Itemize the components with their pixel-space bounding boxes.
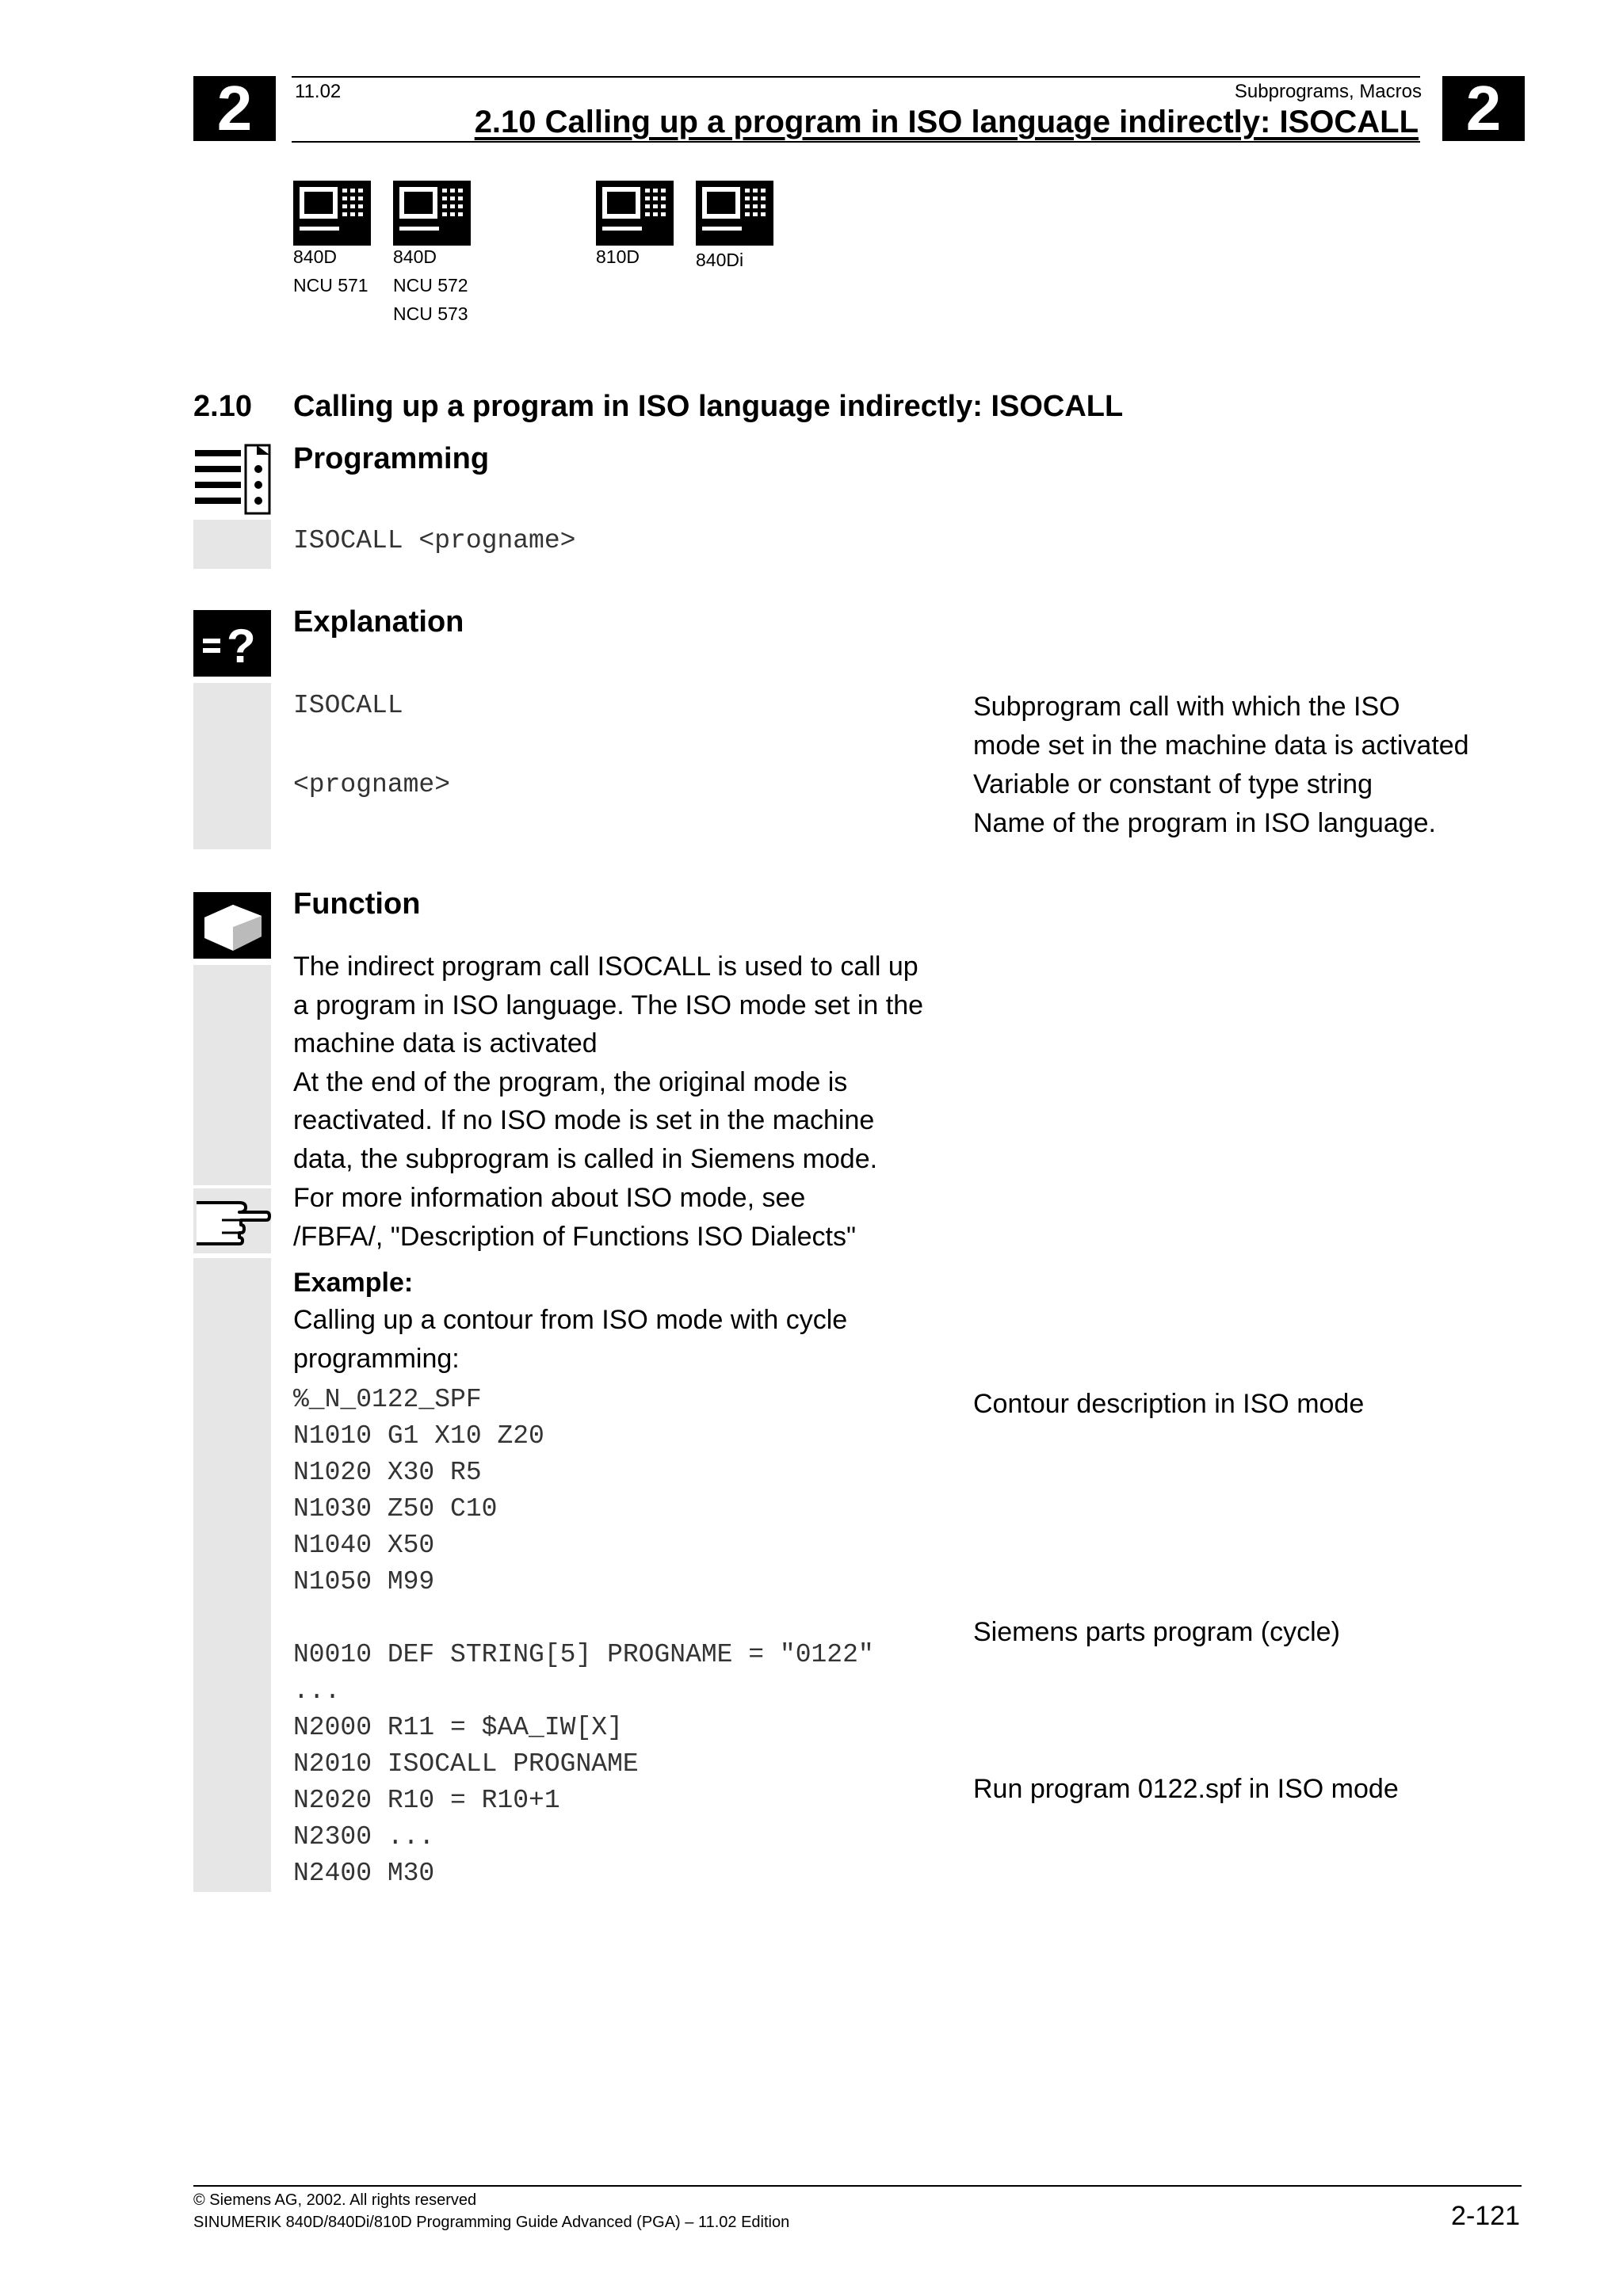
desc-line: Subprogram call with which the ISO (973, 692, 1400, 722)
controller-840di-icon (696, 181, 773, 246)
paragraph-line: reactivated. If no ISO mode is set in the machine (293, 1105, 875, 1136)
function-sidebar-1 (193, 965, 271, 1185)
chapter-box-left: 2 (193, 76, 276, 141)
programming-icon (193, 444, 271, 517)
svg-text:?: ? (227, 620, 256, 673)
footer-rule (193, 2185, 1522, 2187)
controller-label-4 (696, 246, 743, 274)
controller-label-1 (293, 242, 369, 299)
explanation-heading: Explanation (293, 605, 464, 639)
controller-810d-icon (596, 181, 674, 246)
code-line: N2000 R11 = $AA_IW[X] (293, 1713, 623, 1742)
reference-line: For more information about ISO mode, see (293, 1183, 806, 1213)
comment-run: Run program 0122.spf in ISO mode (973, 1774, 1399, 1804)
code-line: N1020 X30 R5 (293, 1458, 482, 1487)
example-intro-line: Calling up a contour from ISO mode with cycle (293, 1305, 848, 1335)
code-line: N0010 DEF STRING[5] PROGNAME = "0122" (293, 1640, 874, 1669)
controller-840d-ncu571-icon (293, 181, 371, 246)
function-reference (293, 1179, 856, 1256)
code-line: N2010 ISOCALL PROGNAME (293, 1749, 639, 1779)
controller-label-3 (596, 242, 640, 271)
explanation-desc-isocall (973, 688, 1469, 765)
comment-contour: Contour description in ISO mode (973, 1389, 1365, 1419)
pointing-hand-icon (193, 1188, 271, 1253)
controller-label-line: 840Di (696, 250, 744, 270)
controller-label-2 (393, 242, 468, 328)
paragraph-line: At the end of the program, the original mode is (293, 1066, 848, 1097)
comment-siemens: Siemens parts program (cycle) (973, 1617, 1340, 1647)
explanation-sidebar (193, 683, 271, 849)
header-top-rule (292, 76, 1420, 78)
code-line: N2400 M30 (293, 1859, 435, 1888)
controller-label-line: 810D (596, 246, 640, 267)
footer-manual: SINUMERIK 840D/840Di/810D Programming Guide Advanced (PGA) – 11.02 Edition (193, 2214, 790, 2231)
controller-840d-ncu572-icon (393, 181, 471, 246)
code-line: ... (293, 1676, 341, 1706)
desc-line: Variable or constant of type string (973, 769, 1373, 799)
section-title: Calling up a program in ISO language indirectly: ISOCALL (293, 390, 1124, 423)
explanation-icon (193, 610, 271, 677)
function-heading: Function (293, 887, 421, 921)
code-line: %_N_0122_SPF (293, 1385, 482, 1414)
header-section-name: Subprograms, Macros (1234, 81, 1422, 102)
paragraph-line: a program in ISO language. The ISO mode set in the (293, 990, 924, 1020)
code-line: N1050 M99 (293, 1567, 435, 1596)
example-intro (293, 1301, 847, 1378)
header-title: 2.10 Calling up a program in ISO language indirectly: ISOCALL (474, 105, 1419, 139)
example-heading: Example: (293, 1268, 414, 1298)
header-version: 11.02 (295, 81, 342, 102)
code-line: N2300 ... (293, 1822, 435, 1852)
explanation-term-progname: <progname> (293, 770, 451, 799)
code-line: N1030 Z50 C10 (293, 1494, 498, 1524)
paragraph-line: machine data is activated (293, 1028, 598, 1059)
controller-label-line: 840D (393, 246, 437, 267)
paragraph-line: data, the subprogram is called in Siemens mode. (293, 1143, 878, 1174)
programming-heading: Programming (293, 442, 490, 475)
reference-line: /FBFA/, "Description of Functions ISO Dialects" (293, 1221, 857, 1252)
code-line: N2020 R10 = R10+1 (293, 1786, 560, 1815)
controller-label-line: NCU 571 (293, 275, 369, 296)
programming-syntax: ISOCALL <progname> (293, 526, 576, 555)
explanation-term-isocall: ISOCALL (293, 691, 403, 720)
desc-line: mode set in the machine data is activated (973, 730, 1469, 761)
header-bottom-rule (292, 141, 1420, 143)
desc-line: Name of the program in ISO language. (973, 808, 1436, 838)
section-number: 2.10 (193, 390, 252, 423)
code-line: N1010 G1 X10 Z20 (293, 1421, 544, 1451)
footer-copyright: © Siemens AG, 2002. All rights reserved (193, 2191, 477, 2209)
function-icon (193, 892, 271, 959)
paragraph-line: The indirect program call ISOCALL is used to call up (293, 952, 918, 982)
example-intro-line: programming: (293, 1343, 460, 1374)
controller-label-line: NCU 573 (393, 303, 468, 324)
controller-label-line: 840D (293, 246, 337, 267)
function-paragraph (293, 948, 923, 1179)
chapter-box-right: 2 (1442, 76, 1525, 141)
explanation-desc-progname (973, 765, 1436, 843)
code-line: N1040 X50 (293, 1531, 435, 1560)
function-sidebar-2 (193, 1258, 271, 1892)
controller-label-line: NCU 572 (393, 275, 468, 296)
page-number: 2-121 (1451, 2201, 1520, 2231)
programming-sidebar (193, 520, 271, 569)
